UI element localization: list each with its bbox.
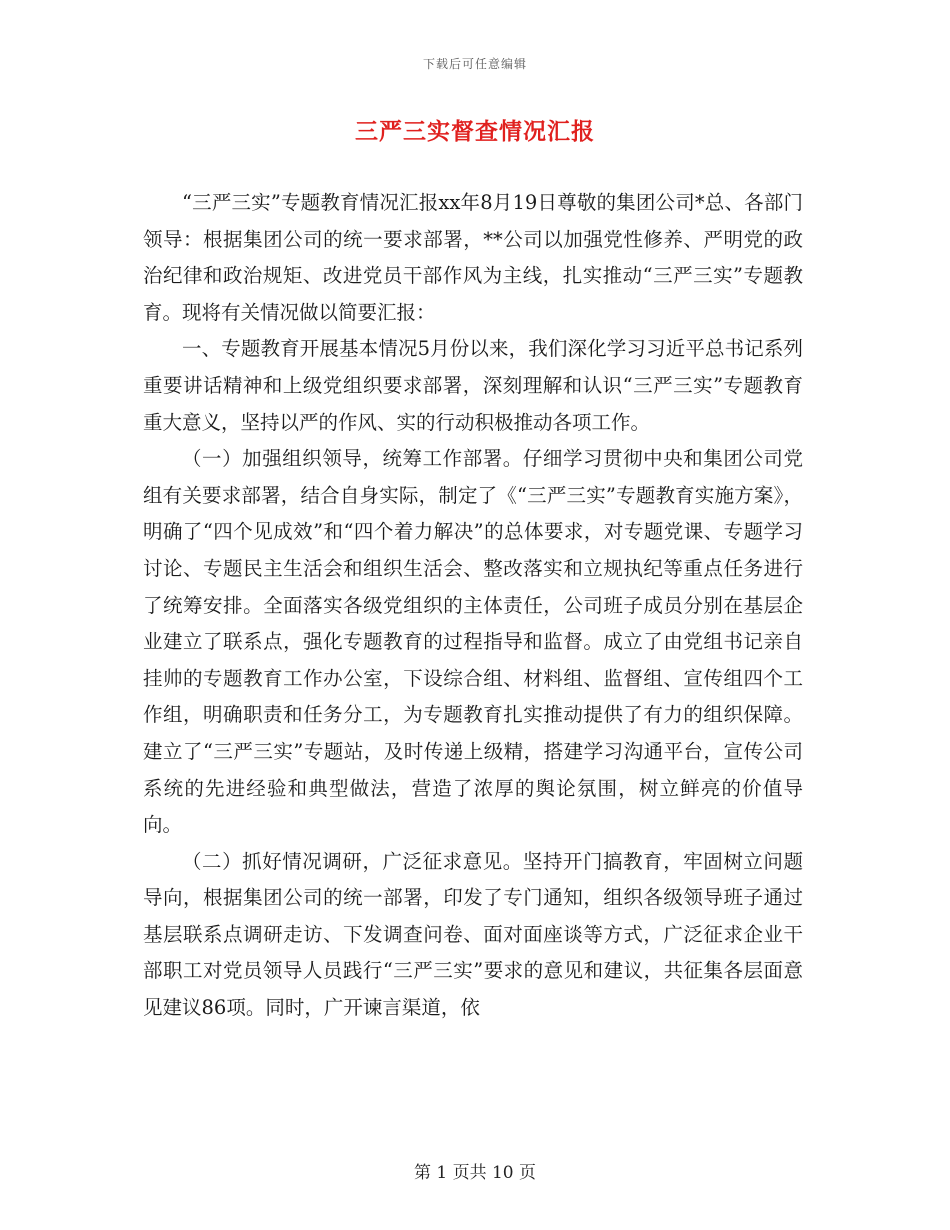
page-number: 第 1 页共 10 页 <box>413 1163 537 1183</box>
document-title: 三严三实督查情况汇报 <box>355 118 595 145</box>
paragraph-subsection-1: （一）加强组织领导，统筹工作部署。仔细学习贯彻中央和集团公司党组有关要求部署，结合自身实际，制定了《“三严三实”专题教育实施方案》，明确了“四个见成效”和“四个着力解决”的总体要求，对专题党课、专题学习讨论、专题民主生活会和组织生活会、整改落实和立规执纪等重点任务进行了统筹安排。全面落实各级党组织的主体责任，公司班子成员分别在基层企业建立了联系点，强化专题教育的过程指导和监督。成立了由党组书记亲自挂帅的专题教育工作办公室，下设综合组、材料组、监督组、宣传组四个工作组，明确职责和任务分工，为专题教育扎实推动提供了有力的组织保障。建立了“三严三实”专题站，及时传递上级精，搭建学习沟通平台，宣传公司系统的先进经验和典型做法，营造了浓厚的舆论氛围，树立鲜亮的价值导向。 <box>143 447 803 837</box>
paragraph-intro: “三严三实”专题教育情况汇报xx年8月19日尊敬的集团公司*总、各部门领导：根据集团公司的统一要求部署，**公司以加强党性修养、严明党的政治纪律和政治规矩、改进党员干部作风为主线，扎实推动“三严三实”专题教育。现将有关情况做以简要汇报： <box>143 191 803 324</box>
paragraph-section-1: 一、专题教育开展基本情况5月份以来，我们深化学习习近平总书记系列重要讲话精神和上级党组织要求部署，深刻理解和认识“三严三实”专题教育重大意义，坚持以严的作风、实的行动积极推动各项工作。 <box>143 337 803 434</box>
header-note: 下载后可任意编辑 <box>422 57 527 71</box>
paragraph-subsection-2: （二）抓好情况调研，广泛征求意见。坚持开门搞教育，牢固树立问题导向，根据集团公司的统一部署，印发了专门通知，组织各级领导班子通过基层联系点调研走访、下发调查问卷、面对面座谈等方式，广泛征求企业干部职工对党员领导人员践行“三严三实”要求的意见和建议，共征集各层面意见建议86项。同时，广开谏言渠道，依 <box>143 849 803 1020</box>
document-body <box>143 185 803 1027</box>
